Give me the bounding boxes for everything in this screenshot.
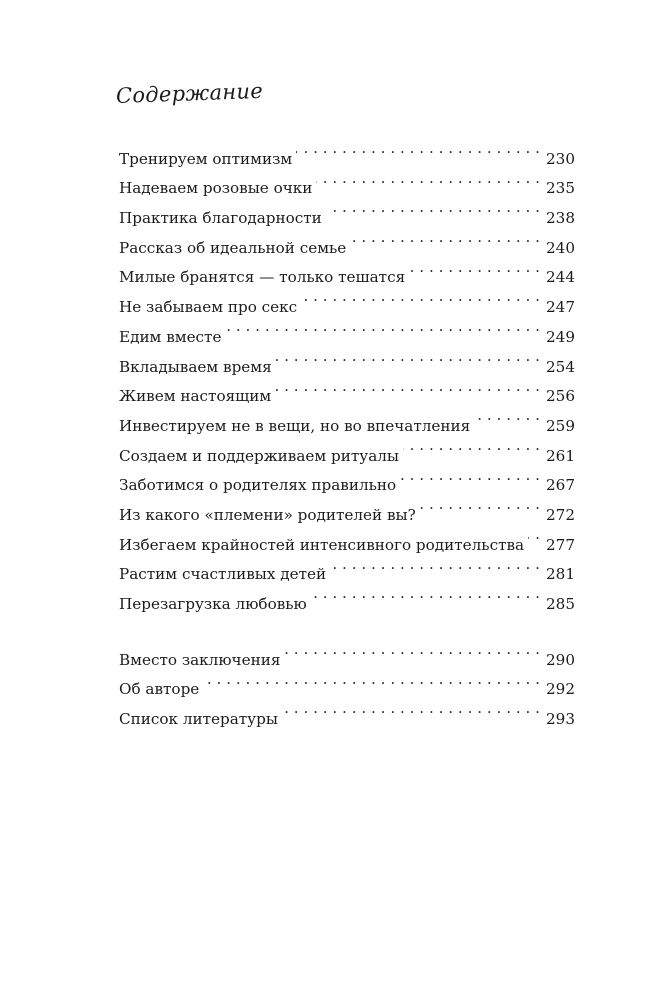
dot-leader (225, 312, 540, 342)
dot-leader (350, 223, 540, 253)
dot-leader (528, 520, 540, 550)
toc-entry-page: 293 (546, 710, 575, 729)
toc-entry-title: Заботимся о родителях правильно (119, 476, 397, 495)
dot-leader (275, 372, 540, 402)
toc-entry-title: Создаем и поддерживаем ритуалы (119, 446, 400, 465)
toc-entry-page: 292 (546, 680, 575, 699)
toc-entry-title: Из какого «племени» родителей вы? (119, 505, 416, 524)
toc-entry-page: 261 (546, 446, 575, 465)
dot-leader (284, 635, 540, 665)
toc-entry-title: Вкладываем время (119, 357, 272, 376)
toc-entry-title: Растим счастливых детей (119, 565, 327, 584)
toc-entry-title: Список литературы (119, 710, 278, 729)
dot-leader (420, 490, 540, 520)
toc-main-list (119, 134, 575, 613)
toc-entry-title: Инвестируем не в вещи, но во впечатления (119, 416, 471, 435)
toc-entry-page: 238 (546, 209, 575, 228)
dot-leader (403, 431, 540, 461)
toc-back-matter-list (119, 635, 575, 729)
toc-entry-page: 272 (546, 505, 575, 524)
toc-entry-page: 285 (546, 595, 575, 613)
dot-leader (311, 579, 540, 609)
toc-entry-title: Вместо заключения (119, 650, 281, 669)
toc-entry-title: Тренируем оптимизм (119, 149, 293, 168)
toc-entry-title: Милые бранятся — только тешатся (119, 268, 406, 287)
toc-entry-page: 256 (546, 387, 575, 406)
dot-leader (203, 665, 540, 695)
dot-leader (400, 461, 540, 491)
toc-entry-title: Не забываем про секс (119, 298, 298, 317)
toc-entry-page: 249 (546, 327, 575, 346)
dot-leader (296, 134, 540, 164)
toc-entry-page: 267 (546, 476, 575, 495)
dot-leader (326, 193, 540, 223)
dot-leader (301, 282, 540, 312)
toc-entry-title: Едим вместе (119, 327, 222, 346)
toc-entry-page: 247 (546, 298, 575, 317)
toc-entry-page: 277 (546, 535, 575, 554)
toc-entry-title: Об авторе (119, 680, 200, 699)
toc-entry-title: Надеваем розовые очки (119, 179, 313, 198)
toc-entry-title: Живем настоящим (119, 387, 272, 406)
toc-entry-page: 281 (546, 565, 575, 584)
dot-leader (282, 694, 540, 724)
toc-entry-title: Перезагрузка любовью (119, 595, 307, 613)
toc-entry-page: 240 (546, 238, 575, 257)
toc-entry-page: 230 (546, 149, 575, 168)
toc-entry-page: 290 (546, 650, 575, 669)
dot-leader (409, 253, 540, 283)
toc-entry-page: 259 (546, 416, 575, 435)
toc-entry (119, 635, 575, 669)
toc-heading: Содержание (115, 78, 264, 108)
dot-leader (474, 401, 540, 431)
toc-entry-page: 244 (546, 268, 575, 287)
dot-leader (330, 550, 540, 580)
toc-entry-page: 235 (546, 179, 575, 198)
toc-entry-title: Рассказ об идеальной семье (119, 238, 347, 257)
dot-leader (316, 164, 540, 194)
toc-entry-title: Практика благодарности (119, 209, 322, 228)
dot-leader (276, 342, 540, 372)
toc-entry-page: 254 (546, 357, 575, 376)
toc-entry-title: Избегаем крайностей интенсивного родительства (119, 535, 525, 554)
toc-entry (119, 134, 575, 168)
